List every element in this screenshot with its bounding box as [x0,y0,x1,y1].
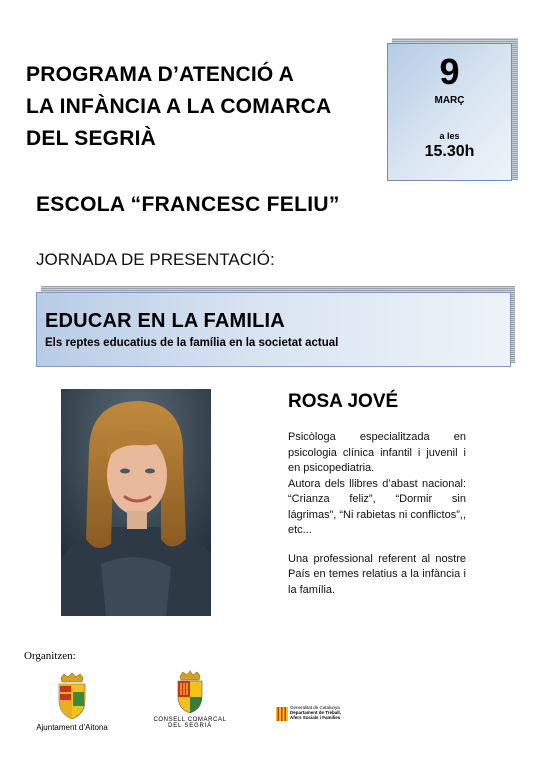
date-day: 9 [439,51,460,92]
consell-comarcal-logo [150,670,230,740]
date-month: MARÇ [434,95,465,106]
consell-caption-line-2: DEL SEGRIÀ [168,723,212,729]
consell-coat-of-arms-icon [175,670,205,714]
school-name: ESCOLA “FRANCESC FELIU” [36,193,340,216]
program-title-line-3: DEL SEGRIÀ [26,127,156,150]
generalitat-logo [276,705,366,725]
banner-subtitle: Els reptes educatius de la família en la societat actual [45,337,339,349]
aitona-coat-of-arms-icon [55,672,89,720]
date-time: 15.30h [424,143,475,160]
gencat-caption-line-3: Afers Socials i Famílies [290,715,341,720]
jornada-label: JORNADA DE PRESENTACIÓ: [36,250,275,269]
speaker-bio-paragraph: Psicòloga especialitzada en psicologia clínica infantil i juvenil i en psicopediatria. [288,431,466,474]
speaker-bio [288,430,466,598]
speaker-portrait-image [61,389,211,616]
organizers-label: Organitzen: [24,650,76,662]
aitona-logo [36,672,108,742]
program-title-line-2: LA INFÀNCIA A LA COMARCA [26,95,332,118]
program-title [26,59,366,155]
aitona-caption: Ajuntament d’Aitona [36,723,108,732]
program-title-line-1: PROGRAMA D’ATENCIÓ A [26,63,295,86]
speaker-bio-paragraph: Autora dels llibres d’abast nacional: “Crianza feliz”, “Dormir sin lágrimas”, “Ni rabietas ni conflictos”,, etc... [288,477,466,536]
gencat-caption-line-1: Generalitat de Catalunya [290,705,340,710]
banner-title: EDUCAR EN LA FAMILIA [45,310,285,332]
generalitat-emblem-icon [276,707,288,721]
session-banner [36,292,511,367]
speaker-name: ROSA JOVÉ [288,391,399,412]
consell-caption-line-1: CONSELL COMARCAL [153,717,227,723]
date-at-label: a les [439,131,460,141]
date-box [387,43,512,181]
speaker-photo [61,389,211,616]
gencat-caption-line-2: Departament de Treball, [290,710,342,715]
speaker-bio-paragraph: Una professional referent al nostre País en temes relatius a la infància i la família. [288,552,466,596]
